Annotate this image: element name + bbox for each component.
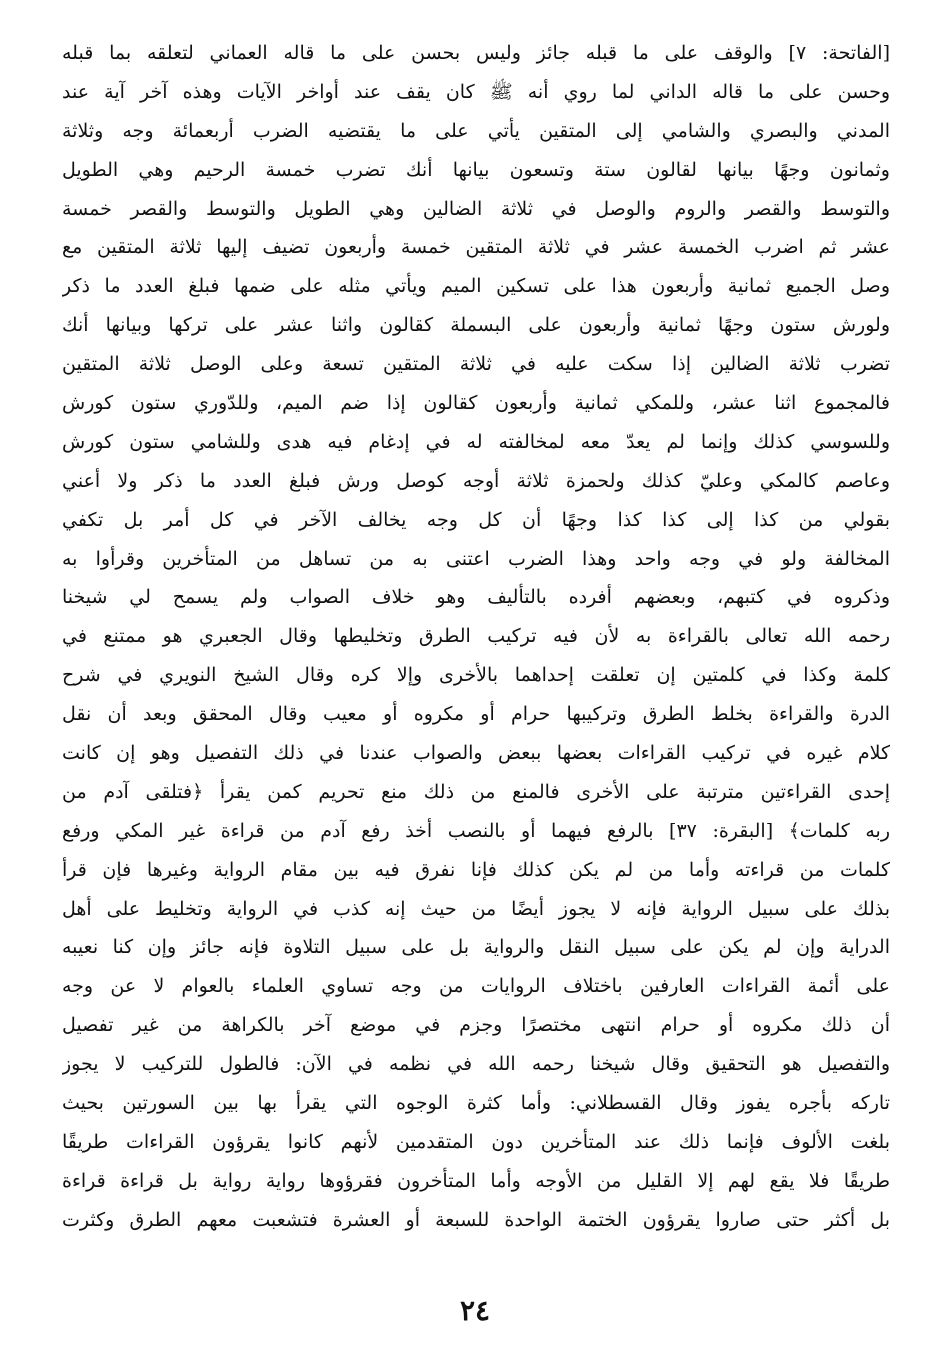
text-line: أن ذلك مكروه أو حرام انتهى مختصرًا وجزم في موضع آخر بالكراهة من غير تفصيل xyxy=(62,1014,890,1037)
text-line: المخالفة ولو في وجه واحد وهذا الضرب اعتنى به من تساهل من المتأخرين وقرأوا به xyxy=(62,547,890,570)
text-line: ربه كلمات﴾ [البقرة: ٣٧] بالرفع فيهما أو بالنصب أخذ رفع آدم من قراءة غير المكي ورفع xyxy=(62,819,890,842)
text-line: رحمه الله تعالى بالقراءة به لأن فيه تركيب الطرق وتخليطها وقال الجعبري هو ممتنع في xyxy=(62,625,890,648)
text-line: على أئمة القراءات العارفين باختلاف الروايات من وجه تساوي العلماء بالعوام لا عن وجه xyxy=(62,975,890,998)
text-line: كلام غيره في تركيب القراءات بعضها ببعض والصواب عندنا في ذلك التفصيل وهو إن كانت xyxy=(62,742,890,765)
text-line: والتفصيل هو التحقيق وقال شيخنا رحمه الله في نظمه في الآن: فالطول للتركيب لا يجوز xyxy=(62,1053,890,1076)
text-line: عشر ثم اضرب الخمسة عشر في ثلاثة المتقين خمسة وأربعون تضيف إليها ثلاثة المتقين مع xyxy=(62,236,890,259)
text-line: الدرة والقراءة بخلط الطرق وتركيبها حرام أو مكروه أو معيب وقال المحقق وبعد أن نقل xyxy=(62,703,890,726)
text-line: بلغت الألوف فإنما ذلك عند المتأخرين دون المتقدمين لأنهم كانوا يقرؤون القراءات طريقًا xyxy=(62,1130,890,1153)
text-line: [الفاتحة: ٧] والوقف على ما قبله جائز وليس بحسن على ما قاله العماني لتعلقه بما قبله xyxy=(62,42,890,64)
text-line: تاركه بأجره يفوز وقال القسطلاني: وأما كثرة الوجوه التي يقرأ بها بين السورتين بحيث xyxy=(62,1092,890,1115)
text-line: فالمجموع اثنا عشر، وللمكي ثمانية وأربعون كقالون إذا ضم الميم، وللدّوري ستون كورش xyxy=(62,392,890,415)
text-line: المدني والبصري والشامي إلى المتقين يأتي على ما يقتضيه الضرب أربعمائة وجه وثلاثة xyxy=(62,119,890,142)
text-line: وعاصم كالمكي وعليّ كذلك ولحمزة ثلاثة أوجه كوصل ورش فبلغ العدد ما ذكر ولا أعني xyxy=(62,469,890,492)
text-line: بقولي من كذا إلى كذا كذا وجهًا أن كل وجه يخالف الآخر في كل أمر بل تكفي xyxy=(62,508,890,531)
book-page xyxy=(62,34,890,1294)
text-line: بذلك على سبيل الرواية فإنه لا يجوز أيضًا من حيث إنه كذب في الرواية وتخليط على أهل xyxy=(62,897,890,920)
text-line: كلمات من قراءته وأما من لم يكن كذلك فإنا نفرق فيه بين مقام الرواية وغيرها فإن قرأ xyxy=(62,858,890,881)
text-line: طريقًا فلا يقع لهم إلا القليل من الأوجه وأما المتأخرون فقرؤوها رواية رواية بل قراءة قراءة xyxy=(62,1169,890,1192)
text-line: وحسن على ما قاله الداني لما روي أنه ﷺ كان يقف عند أواخر الآيات وهذه آخر آية عند xyxy=(62,80,890,103)
text-line: والتوسط والقصر والروم والوصل في ثلاثة الضالين وهي الطويل والتوسط والقصر خمسة xyxy=(62,197,890,220)
text-line: إحدى القراءتين مترتبة على الأخرى فالمنع من ذلك منع تحريم كمن يقرأ ﴿فتلقى آدم من xyxy=(62,780,890,803)
text-line: وللسوسي كذلك وإنما لم يعدّ معه لمخالفته له في إدغام فيه هدى وللشامي ستون كورش xyxy=(62,430,890,453)
text-line: تضرب ثلاثة الضالين إذا سكت عليه في ثلاثة المتقين تسعة وعلى الوصل ثلاثة المتقين xyxy=(62,353,890,376)
text-line: الدراية وإن لم يكن على سبيل النقل والرواية بل على سبيل التلاوة فإنه جائز وإن كنا نعيبه xyxy=(62,936,890,959)
text-line: وصل الجميع ثمانية وأربعون هذا على تسكين الميم ويأتي مثله على ضمها فبلغ العدد ما ذكر xyxy=(62,275,890,298)
text-line: وذكروه في كتبهم، وبعضهم أفرده بالتأليف وهو خلاف الصواب ولم يسمح لي شيخنا xyxy=(62,586,890,609)
body-text xyxy=(62,34,890,1240)
text-line: بل أكثر حتى صاروا يقرؤون الختمة الواحدة للسبعة أو العشرة فتشعبت معهم الطرق وكثرت xyxy=(62,1208,890,1231)
text-line: وثمانون وجهًا بيانها لقالون ستة وتسعون بيانها أنك تضرب خمسة الرحيم وهي الطويل xyxy=(62,158,890,181)
page-number: ٢٤ xyxy=(459,1294,491,1327)
text-line: ولورش ستون وجهًا ثمانية وأربعون على البسملة كقالون واثنا عشر على تركها وبيانها أنك xyxy=(62,314,890,337)
text-line: كلمة وكذا في كلمتين إن تعلقت إحداهما بالأخرى وإلا كره وقال الشيخ النويري في شرح xyxy=(62,664,890,687)
